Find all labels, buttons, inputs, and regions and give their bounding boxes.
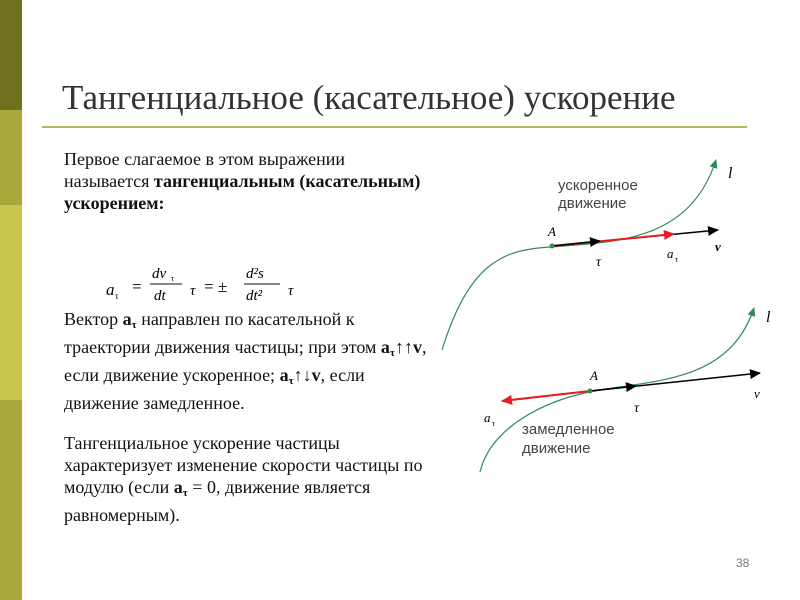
point-a-label-bottom: A bbox=[590, 368, 598, 383]
accel-label-top: a bbox=[667, 246, 674, 261]
sidebar-band-2 bbox=[0, 110, 22, 205]
sidebar-band-1 bbox=[0, 0, 22, 110]
bullet-2-text bbox=[64, 308, 428, 414]
accel-sub-top: τ bbox=[675, 255, 679, 264]
bullet-2-part-2: направлен по касательной к траектории движения частицы; при этом bbox=[64, 309, 381, 357]
bullet-1-bold: тангенциальным (касательным) ускорением: bbox=[64, 171, 421, 213]
velocity-label-top: v bbox=[715, 239, 721, 254]
accelerated-caption-line1: ускоренное bbox=[558, 177, 638, 194]
sidebar-band-4 bbox=[0, 400, 22, 600]
accelerated-caption-line2: движение bbox=[558, 195, 627, 212]
tangential-acceleration-diagram bbox=[430, 150, 780, 480]
bullet-2-part-3: , если движение ускоренное; bbox=[64, 337, 427, 385]
bullet-2-part-1: Вектор bbox=[64, 309, 123, 329]
sidebar-band-3 bbox=[0, 205, 22, 400]
trajectory-label-l-bottom: l bbox=[766, 309, 771, 326]
accel-sub-bottom: τ bbox=[492, 419, 496, 428]
bullet-3-text bbox=[64, 432, 428, 526]
trajectory-label-l-top: l bbox=[728, 165, 733, 182]
slide-title: Тангенциальное (касательное) ускорение bbox=[62, 78, 676, 117]
bullet-1-text bbox=[64, 148, 428, 214]
point-a-bottom bbox=[588, 389, 593, 394]
bullet-2-v: v bbox=[413, 337, 422, 357]
accel-label-bottom: a bbox=[484, 410, 491, 425]
decelerated-motion-diagram bbox=[480, 308, 771, 472]
tau-label-bottom: τ bbox=[634, 401, 640, 416]
formula-pm: = ± bbox=[204, 277, 228, 296]
tangential-acceleration-formula bbox=[104, 262, 324, 302]
bullet-3 bbox=[38, 432, 428, 526]
formula-tau-1: τ bbox=[190, 283, 196, 299]
bullet-2 bbox=[38, 308, 428, 414]
decelerated-caption-line1: замедленное bbox=[522, 421, 615, 438]
bullet-2-a-2: a bbox=[380, 337, 390, 357]
formula-dv: dv bbox=[152, 266, 167, 282]
sidebar-decoration bbox=[0, 0, 22, 600]
bullet-2-a: a bbox=[122, 309, 132, 329]
bullet-2-tau: τ bbox=[131, 319, 137, 331]
bullet-1-part: Первое слагаемое в этом выражении называется bbox=[64, 149, 346, 191]
decelerated-caption-line2: движение bbox=[522, 440, 591, 457]
point-a-label-top: A bbox=[548, 224, 556, 239]
formula-dv-sub: τ bbox=[171, 274, 175, 283]
bullet-2-arrows-same: ↑↑ bbox=[395, 337, 413, 357]
formula-tau-2: τ bbox=[288, 283, 294, 299]
formula-eq: = bbox=[132, 277, 142, 296]
bullet-2-tau-2: τ bbox=[389, 347, 395, 359]
point-a-top bbox=[550, 244, 555, 249]
bullet-1 bbox=[38, 148, 428, 214]
formula-dt: dt bbox=[154, 288, 166, 302]
formula-a: a bbox=[106, 280, 115, 299]
bullet-2-arrows-opposite: ↑↓ bbox=[293, 365, 312, 385]
acceleration-vector-bottom bbox=[502, 391, 590, 401]
bullet-3-part-1: Тангенциальное ускорение частицы характеризует изменение скорости частицы по модулю (если bbox=[64, 433, 423, 497]
accelerated-motion-diagram bbox=[442, 160, 733, 350]
formula-d2s: d²s bbox=[246, 266, 264, 282]
page-number: 38 bbox=[736, 556, 750, 570]
bullet-2-tau-3: τ bbox=[288, 375, 294, 387]
bullet-2-a-3: a bbox=[279, 365, 289, 385]
title-divider bbox=[42, 126, 747, 128]
bullet-2-part-4: , если движение замедленное. bbox=[64, 365, 365, 413]
bullet-3-tau: τ bbox=[182, 487, 188, 499]
bullet-2-v-2: v bbox=[311, 365, 321, 385]
unit-tangent-vector-bottom bbox=[590, 386, 636, 391]
velocity-label-bottom: v bbox=[754, 386, 760, 401]
formula-a-sub: τ bbox=[115, 291, 119, 301]
bullet-3-a: a bbox=[173, 477, 183, 497]
formula-dt2: dt² bbox=[246, 288, 263, 302]
bullet-3-part-2: = 0, движение является равномерным). bbox=[64, 477, 371, 525]
tau-label-top: τ bbox=[596, 255, 602, 270]
